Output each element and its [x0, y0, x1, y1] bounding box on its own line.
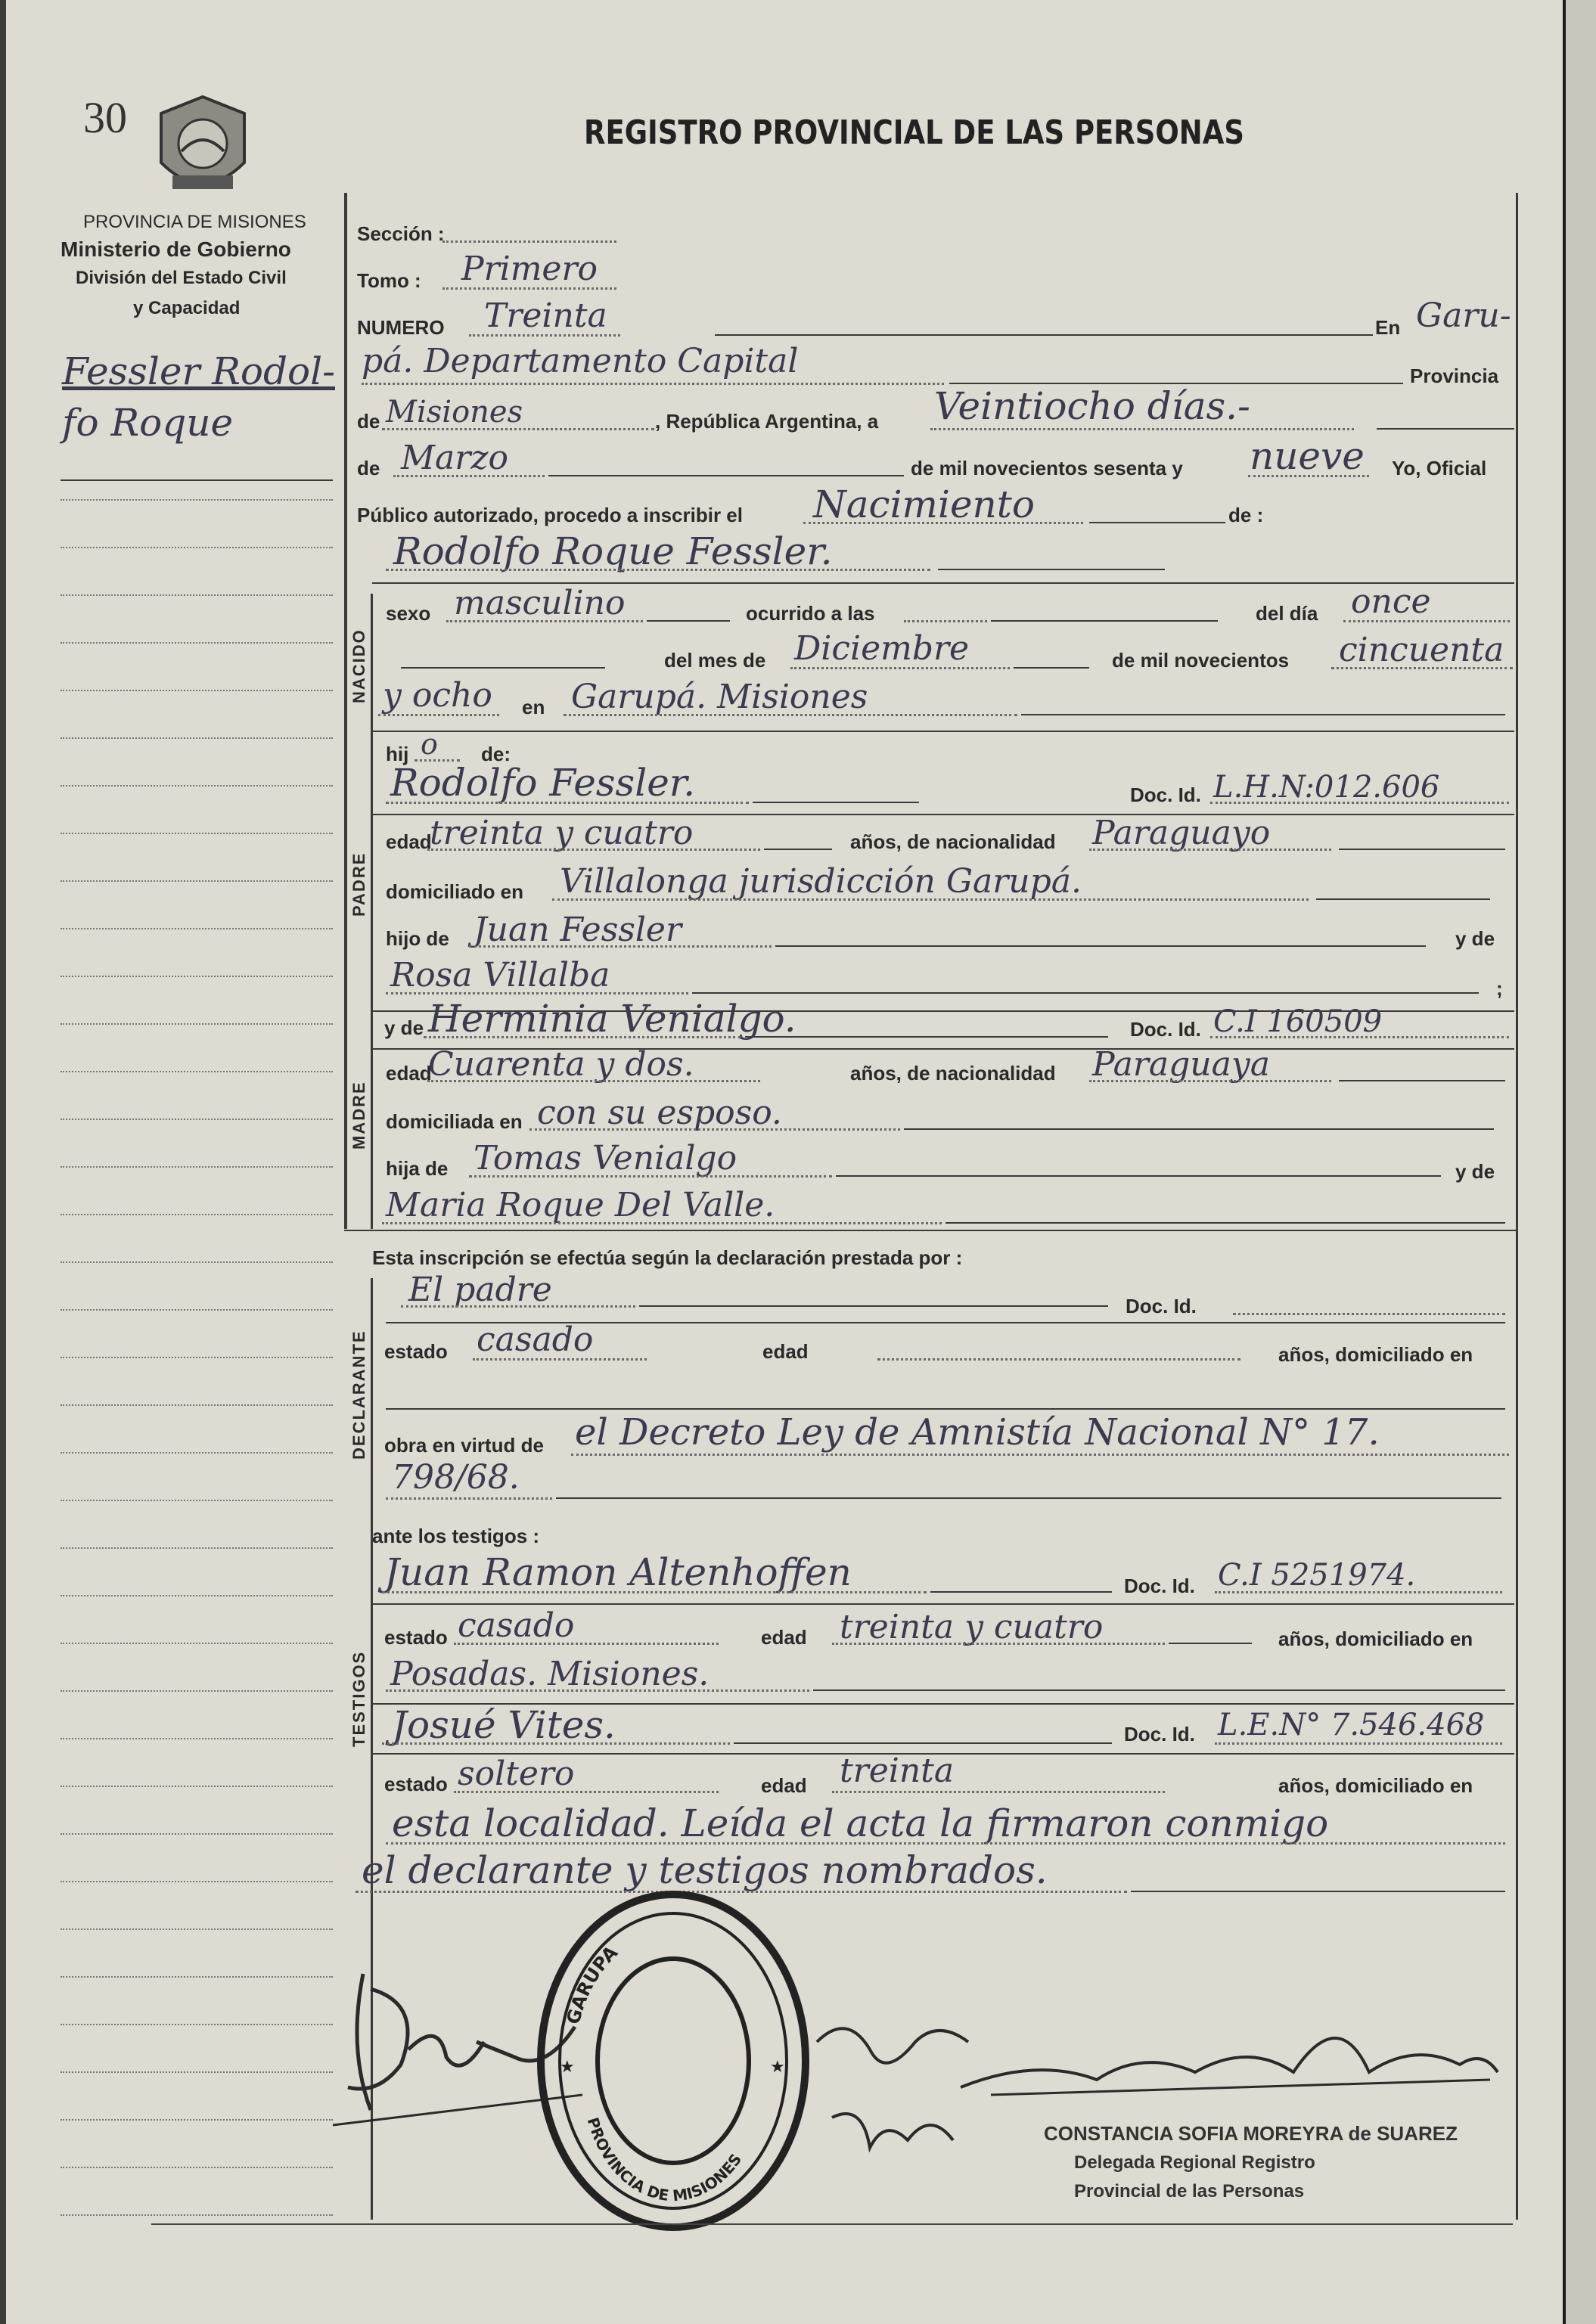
inner-frame-left: [371, 594, 373, 1229]
main-frame-left: [344, 193, 347, 1229]
mes-nac-rule: [1014, 667, 1089, 669]
signature-block-line1: CONSTANCIA SOFIA MOREYRA de SUAREZ: [1044, 2122, 1458, 2145]
value-acto: Nacimiento: [813, 482, 1035, 526]
label-republica: , República Argentina, a: [655, 410, 879, 433]
margin-ruled-line: [61, 1881, 333, 1882]
t1-estado-line: [454, 1643, 719, 1645]
margin-ruled-line: [61, 880, 333, 882]
nombre-line: [386, 569, 930, 571]
padre-nac-rule: [1339, 849, 1505, 850]
decl-dom-rule: [386, 1408, 1505, 1410]
margin-ruled-line: [61, 1833, 333, 1835]
madre-nombre-rule: [745, 1036, 1108, 1038]
margin-ruled-line: [61, 1786, 333, 1787]
padre-doc-line: [1210, 802, 1509, 804]
margin-ruled-line: [61, 2024, 333, 2025]
label-decl-anos-dom: años, domiciliado en: [1278, 1343, 1473, 1366]
margin-ruled-line: [61, 1690, 333, 1692]
value-en-place: Garu-: [1416, 296, 1511, 335]
acto-rule: [1089, 522, 1225, 523]
value-departamento: pá. Departamento Capital: [362, 342, 799, 380]
margin-ruled-line: [61, 928, 333, 929]
padre-padre-line: [469, 945, 772, 948]
padre-dom-line: [552, 898, 1309, 901]
value-anio: nueve: [1250, 434, 1365, 478]
madre-doc-line: [1210, 1036, 1509, 1038]
margin-ruled-line: [61, 642, 333, 644]
label-madre-hija-de: hija de: [386, 1157, 449, 1180]
value-padre-nac: Paraguayo: [1092, 814, 1271, 852]
value-padre-nombre: Rodolfo Fessler.: [390, 761, 696, 805]
value-anio-nac: cincuenta: [1339, 631, 1504, 669]
value-padre-dom: Villalonga jurisdicción Garupá.: [560, 862, 1082, 901]
value-t2-estado: soltero: [458, 1755, 575, 1793]
side-label-declarante: DECLARANTE: [349, 1330, 368, 1460]
margin-ruled-line: [61, 2214, 333, 2216]
label-de: de: [357, 410, 380, 433]
margin-note-line1: Fessler Rodol-: [62, 349, 335, 393]
margin-ruled-line: [61, 594, 333, 596]
value-decl-estado: casado: [477, 1320, 594, 1359]
madre-madre-rule: [945, 1222, 1505, 1224]
label-madre-y-de2: y de: [1455, 1160, 1495, 1183]
madre-dom-rule: [904, 1128, 1494, 1130]
t1-edad-rule: [1169, 1643, 1252, 1644]
fecha-line: [930, 428, 1354, 430]
label-t1-estado: estado: [384, 1626, 448, 1649]
obra-line: [571, 1454, 1509, 1456]
label-t2-anos-dom: años, domiciliado en: [1278, 1774, 1473, 1797]
margin-ruled-line: [61, 1595, 333, 1596]
margin-ruled-line: [61, 2071, 333, 2073]
margin-ruled-line: [61, 1547, 333, 1549]
margin-ruled-line: [61, 1404, 333, 1406]
side-label-testigos: TESTIGOS: [349, 1650, 368, 1747]
label-seccion: Sección :: [357, 222, 445, 245]
value-t2-doc: L.E.N° 7.546.468: [1218, 1708, 1485, 1742]
value-t1-nombre: Juan Ramon Altenhoffen: [384, 1550, 852, 1594]
side-label-madre: MADRE: [349, 1081, 368, 1150]
anio-nac2-line: [378, 714, 499, 716]
label-decl-edad: edad: [762, 1340, 809, 1363]
value-lugar-nac: Garupá. Misiones: [571, 678, 868, 716]
margin-ruled-line: [61, 1071, 333, 1072]
label-provincia: Provincia: [1410, 365, 1499, 387]
seccion-line: [442, 240, 616, 243]
label-madre-anos-nac: años, de nacionalidad: [850, 1062, 1056, 1084]
lugar-line: [564, 714, 1017, 716]
label-semicolon: ;: [1496, 977, 1503, 1000]
value-t1-doc: C.I 5251974.: [1218, 1558, 1416, 1593]
value-declarante: El padre: [408, 1271, 552, 1309]
t1-nombre-line: [382, 1591, 927, 1593]
margin-ruled-line: [61, 737, 333, 739]
padre-edad-line: [427, 849, 760, 851]
label-ante-testigos: ante los testigos :: [372, 1525, 540, 1547]
value-t2-edad: treinta: [840, 1752, 955, 1790]
label-madre-doc: Doc. Id.: [1130, 1018, 1201, 1041]
padre-dom-rule: [1316, 898, 1490, 900]
madre-nac-rule: [1339, 1080, 1505, 1081]
value-obra2: 798/68.: [392, 1458, 520, 1497]
value-madre-padre: Tomas Venialgo: [474, 1139, 737, 1178]
value-t2-nombre: Josué Vites.: [392, 1703, 616, 1747]
sexo-rule: [647, 620, 730, 622]
org-line2: Ministerio de Gobierno: [61, 237, 291, 261]
t1-nombre-rule: [930, 1591, 1112, 1593]
margin-ruled-line: [61, 1643, 333, 1644]
nombre-rule: [938, 569, 1165, 570]
t2-doc-line: [1215, 1742, 1502, 1745]
value-fecha-dia: Veintiocho días.-: [934, 384, 1250, 428]
lugar-rule: [1021, 714, 1505, 715]
label-de-mes: de: [357, 457, 380, 479]
anio-line: [1248, 475, 1369, 477]
madre-padre-line: [469, 1175, 832, 1178]
value-nombre: Rodolfo Roque Fessler.: [393, 529, 833, 573]
madre-nac-line: [1089, 1080, 1331, 1082]
org-line4: y Capacidad: [133, 298, 241, 318]
t2-estado-line: [454, 1791, 719, 1793]
value-mes-nac: Diciembre: [794, 629, 970, 668]
official-stamp: [529, 1883, 817, 2239]
margin-ruled-line: [61, 690, 333, 691]
page-number: 30: [83, 93, 127, 142]
label-de-mil2: de mil novecientos: [1112, 649, 1290, 672]
cierre1-line: [386, 1842, 1505, 1845]
margin-ruled-line: [61, 785, 333, 787]
t1-rule2: [372, 1603, 1514, 1605]
mes-rule: [548, 475, 904, 476]
label-padre-hijo-de: hijo de: [386, 927, 449, 950]
padre-padre-rule: [775, 945, 1426, 947]
margin-ruled-line: [61, 1738, 333, 1739]
svg-text:★: ★: [560, 2058, 575, 2077]
value-dia-nac: once: [1351, 582, 1431, 621]
label-del-dia: del día: [1256, 602, 1318, 625]
value-tomo: Primero: [461, 250, 598, 288]
margin-ruled-line: [61, 1500, 333, 1501]
org-line3: División del Estado Civil: [76, 268, 287, 288]
value-t1-edad: treinta y cuatro: [840, 1608, 1104, 1646]
value-anio-nac2: y ocho: [383, 676, 492, 715]
t1-dom-line: [386, 1689, 809, 1692]
page-bottom-rule: [151, 2223, 1513, 2225]
dia-line: [1343, 620, 1510, 622]
value-cierre1: esta localidad. Leída el acta la firmaron conmigo: [392, 1801, 1329, 1845]
anio-nac-line: [1331, 667, 1513, 669]
value-sexo: masculino: [454, 584, 626, 622]
decl-edad-line: [877, 1358, 1240, 1361]
signature-block-line3: Provincial de las Personas: [1074, 2181, 1305, 2201]
margin-ruled-line: [61, 1309, 333, 1311]
nacido-bottom-rule: [372, 731, 1514, 732]
margin-ruled-line: [61, 833, 333, 834]
margin-ruled-line: [61, 1357, 333, 1358]
label-de-mil: de mil novecientos sesenta y: [911, 457, 1183, 479]
label-del-mes: del mes de: [664, 649, 766, 672]
madre-dom-line: [529, 1128, 900, 1131]
label-padre-y-de: y de: [1455, 927, 1495, 950]
label-padre-edad: edad: [386, 830, 432, 853]
label-t2-estado: estado: [384, 1773, 448, 1795]
label-en2: en: [522, 696, 545, 718]
margin-note-underline: [61, 479, 333, 481]
side-label-padre: PADRE: [349, 852, 368, 917]
value-padre-padre: Juan Fessler: [474, 911, 682, 949]
decl-estado-line: [473, 1358, 647, 1361]
label-t1-doc: Doc. Id.: [1124, 1575, 1195, 1597]
value-mes: Marzo: [401, 439, 508, 477]
header-title: REGISTRO PROVINCIAL DE LAS PERSONAS: [584, 113, 1244, 152]
margin-ruled-line: [61, 1928, 333, 1930]
org-line1: PROVINCIA DE MISIONES: [83, 212, 306, 232]
numero-line: [469, 334, 620, 337]
padre-nac-line: [1089, 849, 1331, 851]
oficial-signature: [945, 1997, 1505, 2110]
value-hijo-suffix: o: [421, 728, 438, 761]
margin-ruled-line: [61, 1214, 333, 1215]
t1-dom-rule: [813, 1689, 1505, 1691]
value-numero: Treinta: [484, 296, 607, 335]
madre-nombre-line: [424, 1036, 741, 1038]
label-yo-oficial: Yo, Oficial: [1392, 457, 1487, 479]
svg-text:★: ★: [770, 2058, 785, 2077]
margin-ruled-line: [61, 1261, 333, 1263]
t1-edad-line: [832, 1643, 1165, 1645]
margin-ruled-line: [61, 976, 333, 977]
label-de2: de :: [1228, 504, 1264, 526]
value-t1-dom: Posadas. Misiones.: [390, 1655, 710, 1693]
padre-madre-rule: [692, 992, 1479, 994]
t2-nombre-line: [382, 1742, 730, 1745]
label-tomo: Tomo :: [357, 269, 421, 292]
margin-ruled-line: [61, 1976, 333, 1978]
mes-line: [393, 475, 545, 477]
label-t2-edad: edad: [761, 1774, 807, 1797]
value-madre-nac: Paraguaya: [1092, 1045, 1270, 1084]
mes-nac-line: [790, 667, 1010, 669]
label-madre-y-de: y de: [384, 1016, 424, 1039]
value-madre-edad: Cuarenta y dos.: [428, 1045, 694, 1084]
provincia-line: [382, 428, 654, 430]
madre-padre-rule: [836, 1175, 1441, 1177]
label-ocurrido: ocurrido a las: [746, 602, 875, 625]
label-padre-dom: domiciliado en: [386, 880, 524, 903]
stamp-bottom-text: PROVINCIA DE MISIONES: [583, 2115, 746, 2205]
fecha-rule: [1377, 428, 1514, 430]
margin-ruled-line: [61, 499, 333, 501]
sexo-line: [446, 620, 643, 622]
t2-edad-line: [832, 1791, 1165, 1793]
label-t1-edad: edad: [761, 1626, 807, 1649]
next-page-edge: [1563, 0, 1596, 2324]
label-t2-doc: Doc. Id.: [1124, 1723, 1195, 1745]
margin-ruled-line: [61, 2167, 333, 2168]
label-numero: NUMERO: [357, 316, 445, 339]
value-provincia: Misiones: [386, 395, 523, 430]
label-padre-anos-nac: años, de nacionalidad: [850, 830, 1056, 853]
madre-bottom-rule: [344, 1230, 1517, 1231]
obra2-rule: [556, 1497, 1501, 1499]
margin-ruled-line: [61, 1166, 333, 1168]
provincial-emblem-icon: [150, 91, 256, 204]
madre-madre-line: [382, 1222, 942, 1224]
label-decl-estado: estado: [384, 1340, 448, 1363]
label-padre-doc: Doc. Id.: [1130, 783, 1201, 806]
declarante-rule: [639, 1305, 1108, 1307]
value-madre-madre: Maria Roque Del Valle.: [386, 1186, 775, 1224]
declarante-line: [401, 1305, 635, 1308]
value-madre-doc: C.I 160509: [1213, 1004, 1383, 1039]
departamento-line: [362, 383, 944, 385]
label-madre-edad: edad: [386, 1062, 432, 1084]
stamp-top-text: GARUPA: [562, 1941, 623, 2027]
t1-doc-line: [1215, 1591, 1502, 1593]
padre-nombre-line: [386, 802, 749, 804]
label-declaracion: Esta inscripción se efectúa según la declaración prestada por :: [372, 1246, 963, 1269]
cierre2-rule: [1131, 1891, 1505, 1892]
value-padre-madre: Rosa Villalba: [390, 956, 610, 994]
label-hijo: hij: [386, 743, 409, 765]
value-madre-dom: con su esposo.: [537, 1094, 782, 1132]
margin-note-line2: fo Roque: [62, 401, 234, 445]
signature-block-line2: Delegada Regional Registro: [1074, 2152, 1315, 2173]
hora-rule: [991, 620, 1218, 622]
value-padre-doc: L.H.N:012.606: [1213, 770, 1440, 805]
side-label-nacido: NACIDO: [349, 628, 368, 703]
margin-ruled-line: [61, 1119, 333, 1120]
margin-ruled-line: [61, 547, 333, 548]
padre-edad-rule: [764, 849, 832, 850]
tomo-line: [442, 287, 616, 290]
value-cierre2: el declarante y testigos nombrados.: [362, 1848, 1048, 1892]
main-frame-right: [1516, 193, 1518, 2220]
acto-line: [803, 522, 1083, 524]
margin-ruled-line: [61, 2119, 333, 2121]
label-madre-dom: domiciliada en: [386, 1110, 523, 1133]
padre-madre-line: [386, 992, 688, 994]
label-t1-anos-dom: años, domiciliado en: [1278, 1627, 1473, 1650]
label-sexo: sexo: [386, 602, 431, 625]
numero-rule: [715, 334, 1373, 336]
label-de3: de:: [481, 743, 511, 765]
value-padre-edad: treinta y cuatro: [430, 814, 694, 852]
margin-ruled-line: [61, 1023, 333, 1025]
value-madre-nombre: Herminia Venialgo.: [428, 997, 796, 1041]
padre-nombre-rule: [753, 802, 919, 803]
obra2-line: [386, 1497, 552, 1500]
label-decl-doc: Doc. Id.: [1126, 1295, 1197, 1317]
label-en: En: [1375, 316, 1401, 339]
value-t1-estado: casado: [458, 1606, 575, 1645]
label-publico: Público autorizado, procedo a inscribir el: [357, 504, 743, 526]
madre-edad-line: [427, 1080, 760, 1082]
t2-nombre-rule: [734, 1742, 1112, 1744]
hora2-rule: [401, 667, 605, 669]
hora-line: [904, 620, 987, 622]
label-obra: obra en virtud de: [384, 1434, 544, 1457]
margin-ruled-line: [61, 1452, 333, 1454]
decl-doc-line: [1233, 1313, 1505, 1315]
value-obra: el Decreto Ley de Amnistía Nacional N° 17.: [575, 1411, 1380, 1454]
